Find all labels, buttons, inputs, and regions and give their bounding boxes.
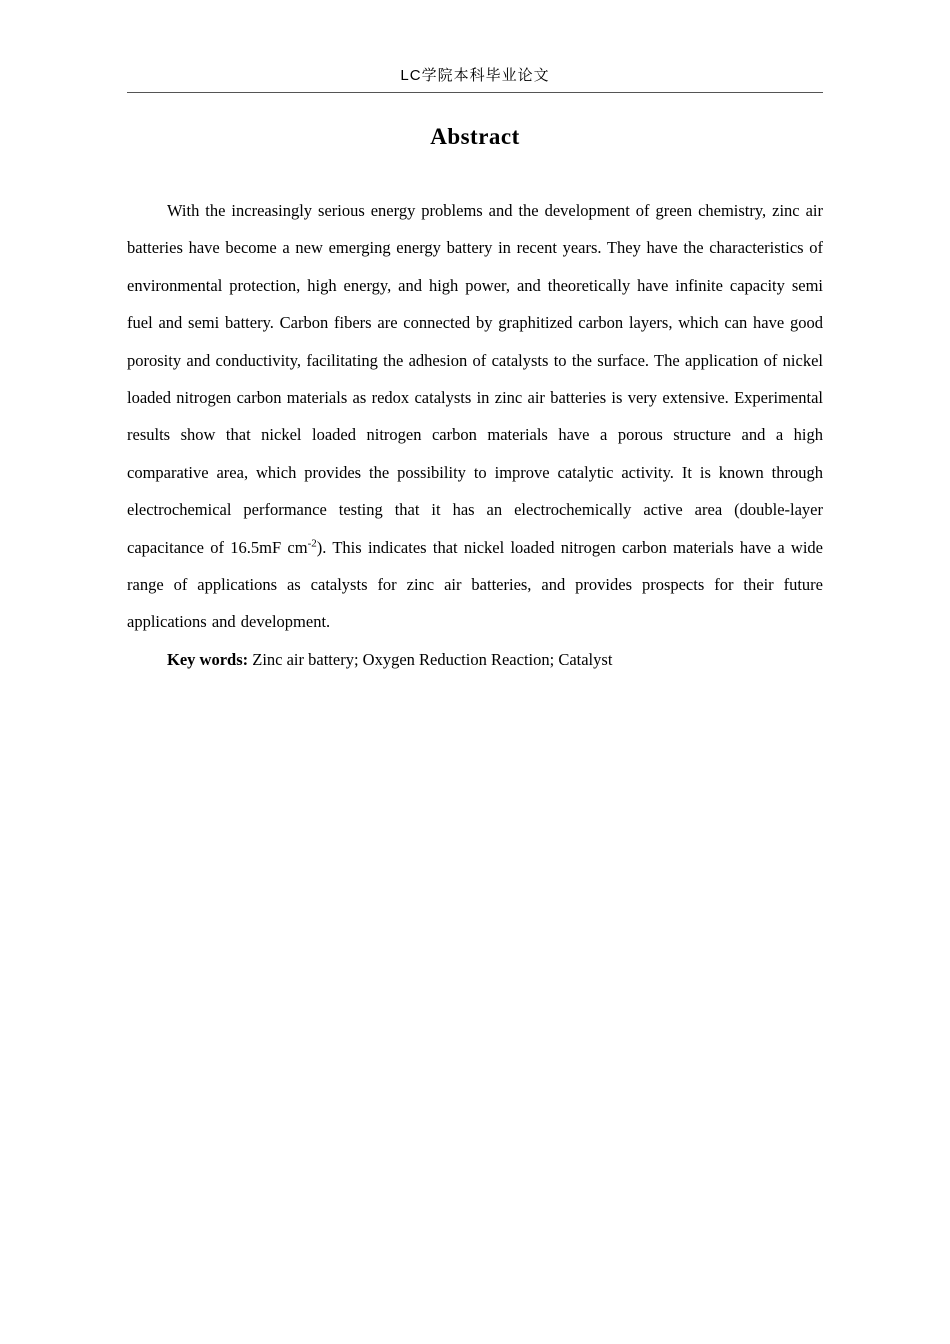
header-title: LC学院本科毕业论文 (400, 67, 550, 84)
keywords-label: Key words: (167, 649, 249, 669)
keywords-text: Zinc air battery; Oxygen Reduction Reaction; Catalyst (248, 649, 613, 669)
abstract-text-part2: ). This indicates that nickel loaded nitrogen carbon materials have a wide range of applications as catalysts for zinc air batteries, and provides prospects for their future applications and development. (127, 537, 824, 632)
page-header (127, 0, 823, 93)
abstract-title: Abstract (430, 124, 520, 149)
abstract-paragraph (127, 192, 823, 641)
keywords-line (127, 641, 823, 678)
header-rule (127, 92, 823, 93)
abstract-text-part1: With the increasingly serious energy problems and the development of green chemistry, zinc air batteries have become a new emerging energy battery in recent years. They have the characteristics of environmental protection, high energy, and high power, and theoretically have infinite capacity semi fuel and semi battery. Carbon fibers are connected by graphitized carbon layers, which can have good porosity and conductivity, facilitating the adhesion of catalysts to the surface. The application of nickel loaded nitrogen carbon materials as redox catalysts in zinc air batteries is very extensive. Experimental results show that nickel loaded nitrogen carbon materials have a porous structure and a high comparative area, which provides the possibility to improve catalytic activity. It is known through electrochemical performance testing that it has an electrochemically active area (double-layer capacitance of 16.5mF cm (127, 201, 823, 557)
abstract-superscript: -2 (307, 537, 317, 550)
